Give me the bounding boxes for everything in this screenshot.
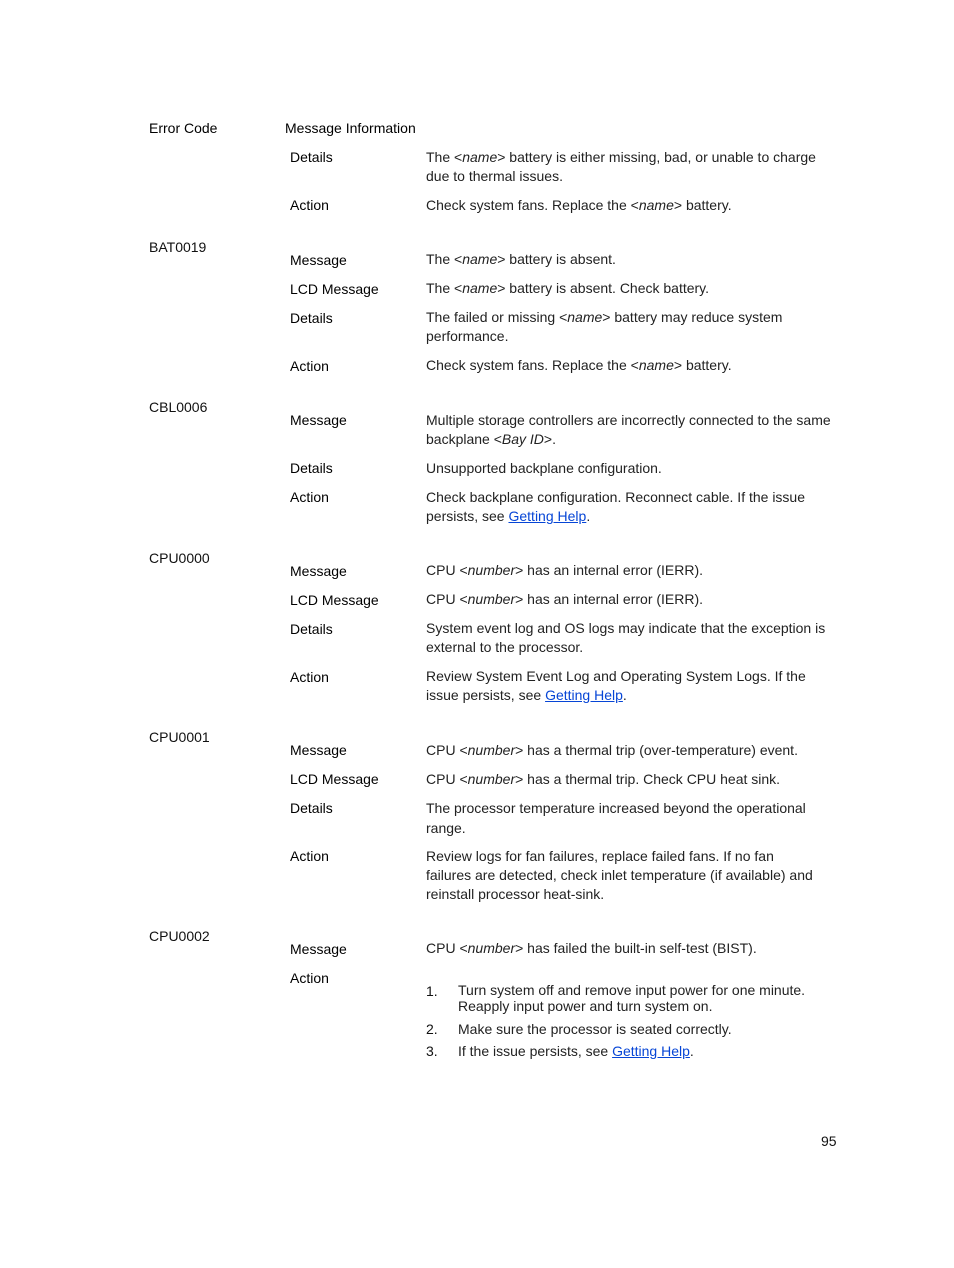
error-code-cbl0006: CBL0006 xyxy=(149,399,208,415)
message-label: Message xyxy=(290,252,347,268)
getting-help-link[interactable]: Getting Help xyxy=(612,1043,690,1059)
details-text: The <name> battery is either missing, bad, or unable to charge due to thermal issues. xyxy=(426,149,816,184)
details-text: System event log and OS logs may indicate that the exception is external to the processor. xyxy=(426,620,826,655)
header-message-information: Message Information xyxy=(285,120,416,136)
error-code-cpu0001: CPU0001 xyxy=(149,729,210,745)
action-label: Action xyxy=(290,358,329,374)
lcd-message-label: LCD Message xyxy=(290,592,379,608)
details-label: Details xyxy=(290,460,333,476)
message-label: Message xyxy=(290,563,347,579)
error-code-cpu0002: CPU0002 xyxy=(149,928,210,944)
action-label: Action xyxy=(290,848,329,864)
lcd-message-label: LCD Message xyxy=(290,281,379,297)
error-code-cpu0000: CPU0000 xyxy=(149,550,210,566)
getting-help-link[interactable]: Getting Help xyxy=(508,508,587,524)
step-text: Turn system off and remove input power for one minute. Reapply input power and turn system on. xyxy=(458,982,806,1014)
step-number: 3. xyxy=(426,1043,438,1059)
action-text: Review System Event Log and Operating System Logs. If the issue persists, see Getting Help. xyxy=(426,668,806,703)
action-label: Action xyxy=(290,197,329,213)
lcd-message-text: CPU <number> has a thermal trip. Check CPU heat sink. xyxy=(426,771,781,787)
message-label: Message xyxy=(290,941,347,957)
message-text: CPU <number> has an internal error (IERR). xyxy=(426,562,704,578)
action-text: Review logs for fan failures, replace failed fans. If no fan failures are detected, check inlet temperature (if available) and reinstall processor heat-sink. xyxy=(426,848,813,902)
lcd-message-label: LCD Message xyxy=(290,771,379,787)
action-label: Action xyxy=(290,970,329,986)
step-text: Make sure the processor is seated correctly. xyxy=(458,1021,732,1037)
step-text: If the issue persists, see Getting Help. xyxy=(458,1043,694,1059)
action-text: Check system fans. Replace the <name> battery. xyxy=(426,357,732,373)
details-label: Details xyxy=(290,310,333,326)
header-error-code: Error Code xyxy=(149,120,218,136)
action-label: Action xyxy=(290,669,329,685)
details-label: Details xyxy=(290,621,333,637)
getting-help-link[interactable]: Getting Help xyxy=(545,687,623,703)
details-label: Details xyxy=(290,800,333,816)
action-label: Action xyxy=(290,489,329,505)
step-number: 2. xyxy=(426,1021,438,1037)
message-text: CPU <number> has a thermal trip (over-temperature) event. xyxy=(426,742,798,758)
details-text: The failed or missing <name> battery may reduce system performance. xyxy=(426,309,783,344)
action-text: Check backplane configuration. Reconnect cable. If the issue persists, see Getting Help. xyxy=(426,489,806,524)
step-number: 1. xyxy=(426,983,438,999)
details-text: The processor temperature increased beyond the operational range. xyxy=(426,800,806,836)
lcd-message-text: The <name> battery is absent. Check battery. xyxy=(426,280,710,296)
message-text: Multiple storage controllers are incorrectly connected to the same backplane <Bay ID>. xyxy=(426,412,831,447)
message-label: Message xyxy=(290,412,347,428)
message-text: CPU <number> has failed the built-in self-test (BIST). xyxy=(426,940,757,956)
page-number: 95 xyxy=(821,1133,837,1149)
lcd-message-text: CPU <number> has an internal error (IERR). xyxy=(426,591,704,607)
action-text: Check system fans. Replace the <name> battery. xyxy=(426,197,732,213)
error-code-bat0019: BAT0019 xyxy=(149,239,207,255)
details-label: Details xyxy=(290,149,333,165)
message-text: The <name> battery is absent. xyxy=(426,251,616,267)
message-label: Message xyxy=(290,742,347,758)
details-text: Unsupported backplane configuration. xyxy=(426,460,662,476)
